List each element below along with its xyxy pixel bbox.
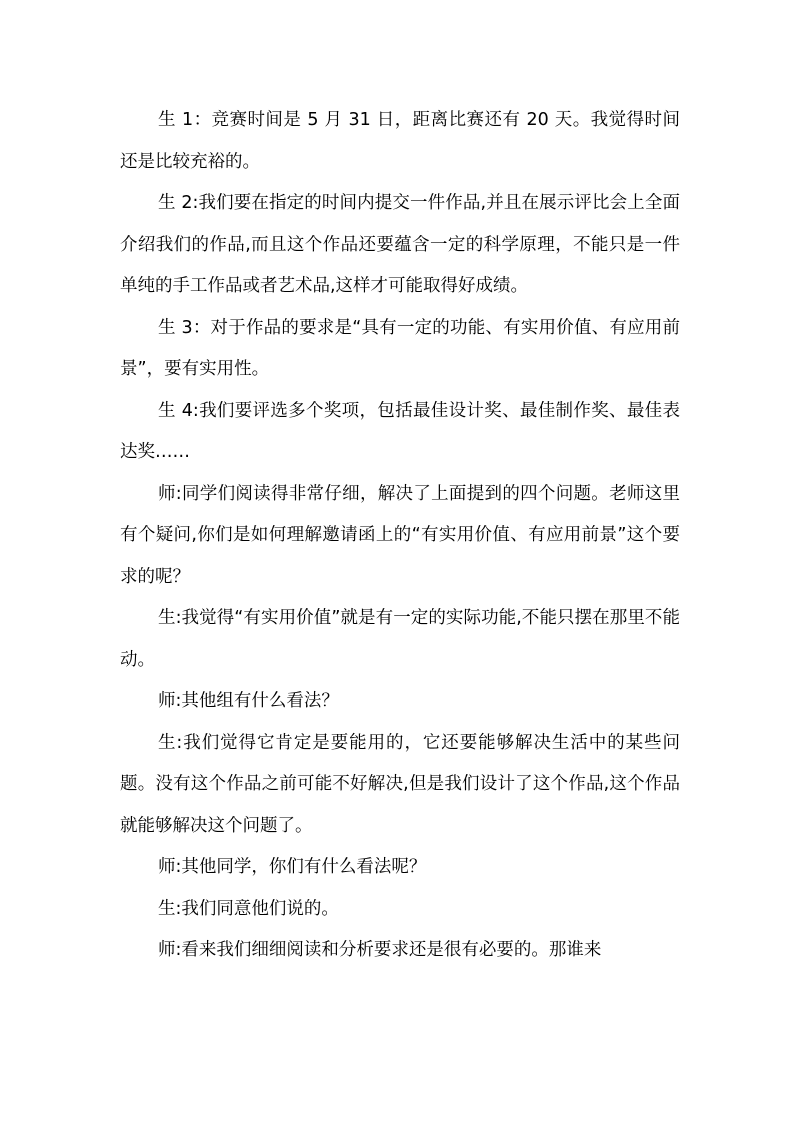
paragraph-4: 生 4:我们要评选多个奖项，包括最佳设计奖、最佳制作奖、最佳表达奖…… <box>120 400 680 462</box>
paragraph-5: 师:同学们阅读得非常仔细，解决了上面提到的四个问题。老师这里有个疑问,你们是如何理解邀请函上的“有实用价值、有应用前景”这个要求的呢？ <box>120 483 680 587</box>
paragraph-3: 生 3：对于作品的要求是“具有一定的功能、有实用价值、有应用前景”，要有实用性。 <box>120 317 680 379</box>
paragraph-1: 生 1：竞赛时间是 5 月 31 日，距离比赛还有 20 天。我觉得时间还是比较充裕的。 <box>120 110 680 172</box>
paragraph-8: 生:我们觉得它肯定是要能用的，它还要能够解决生活中的某些问题。没有这个作品之前可能不好解决,但是我们设计了这个作品,这个作品就能够解决这个问题了。 <box>120 732 680 836</box>
paragraph-7: 师:其他组有什么看法？ <box>158 691 339 711</box>
paragraph-10: 生:我们同意他们说的。 <box>158 898 339 919</box>
paragraph-2: 生 2:我们要在指定的时间内提交一件作品,并且在展示评比会上全面介绍我们的作品,而且这个作品还要蕴含一定的科学原理，不能只是一件单纯的手工作品或者艺术品,这样才可能取得好成绩。 <box>120 193 680 296</box>
document-body <box>120 100 680 972</box>
paragraph-11: 师:看来我们细细阅读和分析要求还是很有必要的。那谁来 <box>158 940 602 960</box>
paragraph-9: 师:其他同学，你们有什么看法呢？ <box>158 857 427 877</box>
paragraph-6: 生:我觉得“有实用价值”就是有一定的实际功能,不能只摆在那里不能动。 <box>120 608 680 670</box>
